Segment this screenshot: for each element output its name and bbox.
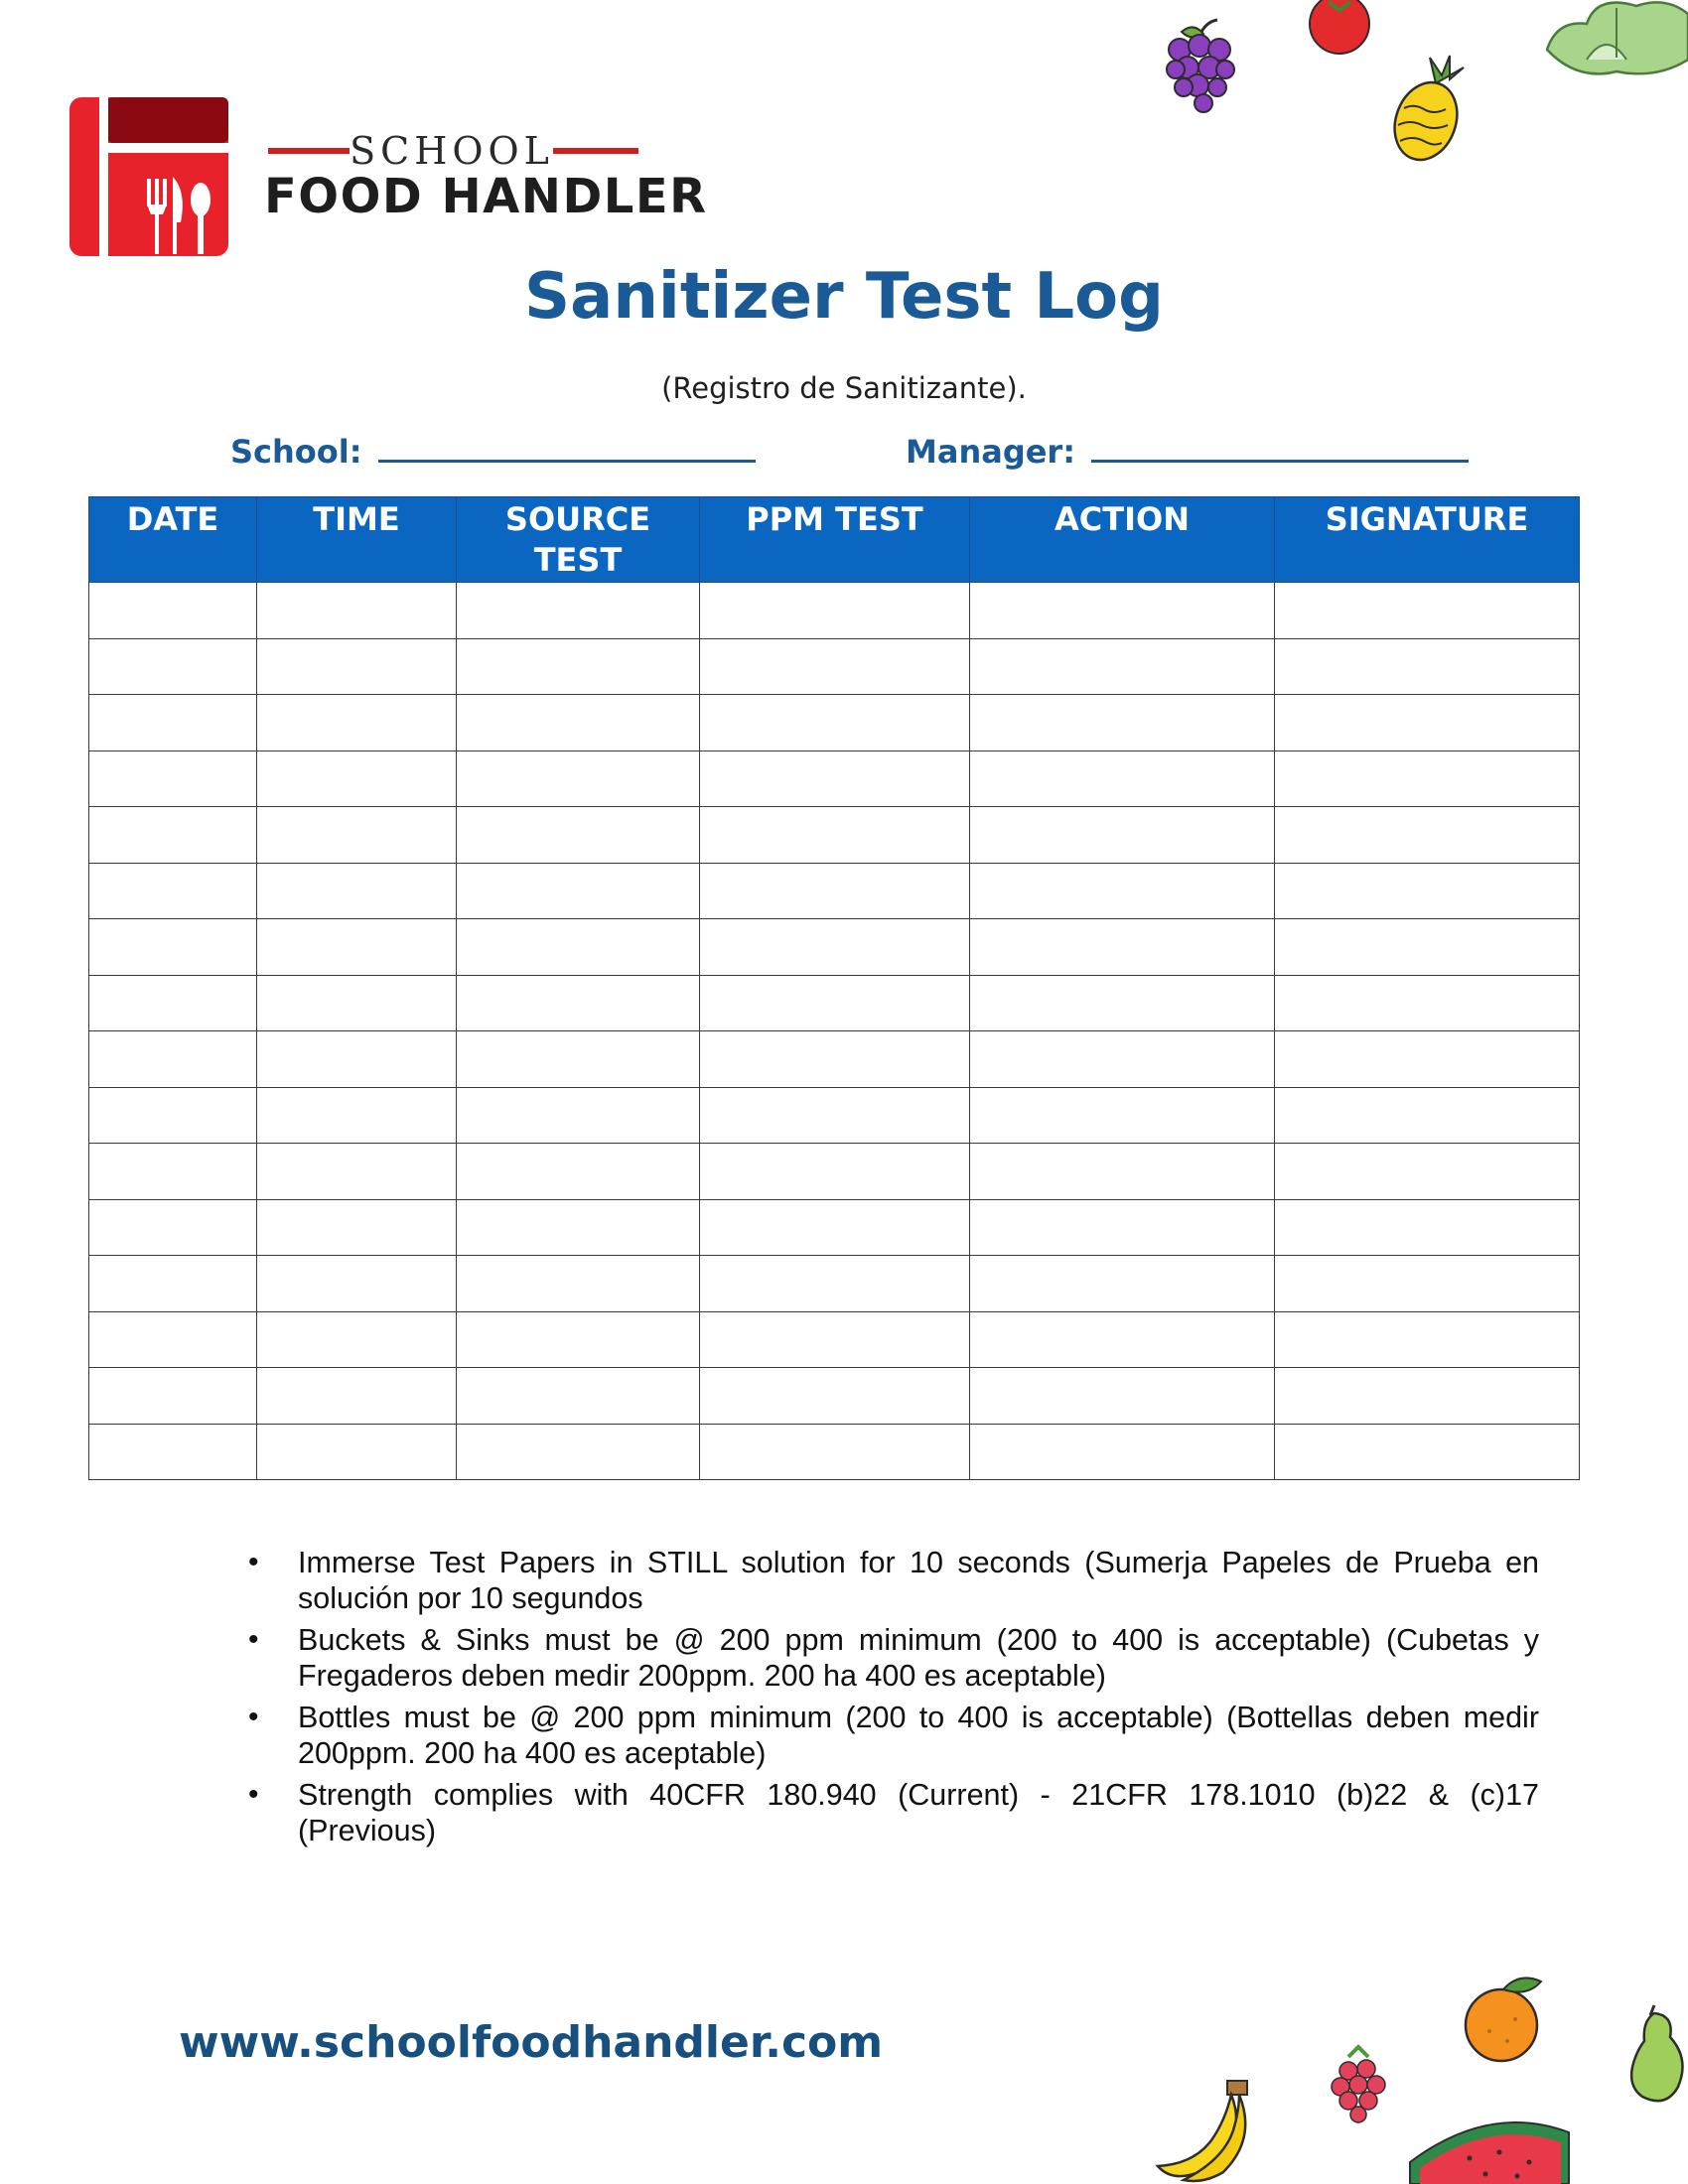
raspberry-icon (1329, 2045, 1390, 2124)
table-row (89, 1256, 1580, 1312)
table-cell[interactable] (700, 1199, 970, 1256)
table-cell[interactable] (457, 1031, 700, 1088)
table-cell[interactable] (457, 863, 700, 919)
table-row (89, 807, 1580, 864)
table-cell[interactable] (457, 1256, 700, 1312)
table-cell[interactable] (970, 1311, 1275, 1368)
pineapple-icon (1384, 54, 1474, 168)
manager-label: Manager: (906, 433, 1075, 471)
table-cell[interactable] (89, 695, 257, 751)
table-row (89, 975, 1580, 1031)
column-header-action: ACTION (970, 497, 1275, 583)
table-cell[interactable] (457, 807, 700, 864)
website-url: www.schoolfoodhandler.com (179, 2017, 884, 2068)
table-cell[interactable] (970, 975, 1275, 1031)
table-cell[interactable] (89, 1199, 257, 1256)
table-cell[interactable] (89, 1311, 257, 1368)
table-row (89, 863, 1580, 919)
table-cell[interactable] (257, 695, 457, 751)
table-cell[interactable] (257, 1199, 457, 1256)
table-cell[interactable] (700, 1087, 970, 1144)
table-cell[interactable] (457, 1368, 700, 1425)
manager-field (906, 432, 1469, 471)
table-cell[interactable] (700, 1368, 970, 1425)
orange-icon (1464, 1976, 1547, 2065)
page-subtitle: (Registro de Sanitizante). (661, 371, 1027, 405)
table-cell[interactable] (457, 1087, 700, 1144)
table-cell[interactable] (257, 583, 457, 639)
table-cell[interactable] (970, 1199, 1275, 1256)
table-cell[interactable] (970, 863, 1275, 919)
list-item: • Strength complies with 40CFR 180.940 (Current) - 21CFR 178.1010 (b)22 & (c)17 (Previous) (298, 1777, 1539, 1848)
table-cell[interactable] (257, 1144, 457, 1200)
table-cell[interactable] (700, 638, 970, 695)
table-cell[interactable] (89, 1368, 257, 1425)
table-cell[interactable] (970, 1424, 1275, 1480)
table-cell[interactable] (457, 1144, 700, 1200)
pear-icon (1628, 2009, 1688, 2109)
page-title: Sanitizer Test Log (524, 260, 1164, 334)
table-cell[interactable] (257, 807, 457, 864)
table-cell[interactable] (700, 583, 970, 639)
table-cell[interactable] (700, 1424, 970, 1480)
table-row (89, 583, 1580, 639)
school-label: School: (230, 433, 362, 471)
school-field (230, 432, 756, 471)
table-cell[interactable] (970, 638, 1275, 695)
table-cell[interactable] (970, 1144, 1275, 1200)
table-cell[interactable] (1275, 1256, 1580, 1312)
table-cell[interactable] (1275, 1144, 1580, 1200)
table-cell[interactable] (457, 975, 700, 1031)
table-cell[interactable] (700, 1144, 970, 1200)
table-cell[interactable] (1275, 807, 1580, 864)
table-cell[interactable] (257, 1256, 457, 1312)
logo-wordmark-food-handler: FOOD HANDLER (264, 169, 708, 224)
table-cell[interactable] (700, 807, 970, 864)
table-cell[interactable] (89, 1087, 257, 1144)
table-cell[interactable] (970, 1256, 1275, 1312)
table-cell[interactable] (257, 1031, 457, 1088)
table-cell[interactable] (257, 1087, 457, 1144)
table-row (89, 638, 1580, 695)
list-item: • Bottles must be @ 200 ppm minimum (200 to 400 is acceptable) (Bottellas deben medir 200ppm. 200 ha 400 es aceptable) (298, 1700, 1539, 1771)
table-cell[interactable] (700, 751, 970, 807)
table-row (89, 1424, 1580, 1480)
sanitizer-log-table (88, 496, 1580, 1480)
table-cell[interactable] (89, 751, 257, 807)
table-cell[interactable] (970, 807, 1275, 864)
table-cell[interactable] (700, 1256, 970, 1312)
table-cell[interactable] (89, 1256, 257, 1312)
table-cell[interactable] (1275, 1311, 1580, 1368)
column-header-time: TIME (257, 497, 457, 583)
table-cell[interactable] (700, 695, 970, 751)
column-header-date: DATE (89, 497, 257, 583)
banana-icon (1154, 2081, 1265, 2184)
table-cell[interactable] (257, 1311, 457, 1368)
school-input-line[interactable] (378, 432, 756, 463)
table-cell[interactable] (457, 695, 700, 751)
table-cell[interactable] (89, 1144, 257, 1200)
table-cell[interactable] (970, 1031, 1275, 1088)
table-cell[interactable] (1275, 1424, 1580, 1480)
table-cell[interactable] (257, 863, 457, 919)
table-row (89, 751, 1580, 807)
table-cell[interactable] (257, 975, 457, 1031)
instructions-list (248, 1545, 1539, 1854)
table-cell[interactable] (1275, 1087, 1580, 1144)
table-row (89, 1144, 1580, 1200)
table-cell[interactable] (457, 583, 700, 639)
table-cell[interactable] (257, 638, 457, 695)
table-cell[interactable] (700, 863, 970, 919)
column-header-ppm-test: PPM TEST (700, 497, 970, 583)
table-cell[interactable] (1275, 1031, 1580, 1088)
manager-input-line[interactable] (1091, 432, 1469, 463)
table-row (89, 1311, 1580, 1368)
table-cell[interactable] (89, 975, 257, 1031)
table-cell[interactable] (457, 638, 700, 695)
table-cell[interactable] (1275, 975, 1580, 1031)
table-cell[interactable] (970, 1368, 1275, 1425)
table-cell[interactable] (457, 1424, 700, 1480)
lettuce-icon (1547, 0, 1688, 79)
table-cell[interactable] (457, 1199, 700, 1256)
table-row (89, 695, 1580, 751)
table-cell[interactable] (457, 919, 700, 976)
table-cell[interactable] (1275, 1199, 1580, 1256)
table-cell[interactable] (257, 919, 457, 976)
table-cell[interactable] (257, 1368, 457, 1425)
table-cell[interactable] (89, 863, 257, 919)
tomato-icon (1307, 0, 1372, 56)
table-cell[interactable] (89, 919, 257, 976)
table-cell[interactable] (1275, 751, 1580, 807)
table-cell[interactable] (457, 751, 700, 807)
table-header-row (89, 497, 1580, 583)
table-cell[interactable] (970, 695, 1275, 751)
school-food-handler-logo-icon (70, 97, 228, 256)
watermelon-icon (1410, 2113, 1569, 2184)
table-row (89, 1199, 1580, 1256)
table-cell[interactable] (970, 919, 1275, 976)
table-cell[interactable] (257, 1424, 457, 1480)
table-cell[interactable] (700, 1031, 970, 1088)
table-cell[interactable] (970, 1087, 1275, 1144)
table-cell[interactable] (89, 583, 257, 639)
table-cell[interactable] (1275, 695, 1580, 751)
table-row (89, 1368, 1580, 1425)
table-cell[interactable] (1275, 638, 1580, 695)
logo-wordmark-school: SCHOOL (263, 129, 640, 173)
table-cell[interactable] (89, 638, 257, 695)
table-cell[interactable] (89, 1031, 257, 1088)
table-cell[interactable] (457, 1311, 700, 1368)
grapes-icon (1160, 18, 1239, 122)
table-cell[interactable] (970, 751, 1275, 807)
table-row (89, 1087, 1580, 1144)
table-cell[interactable] (1275, 863, 1580, 919)
table-cell[interactable] (89, 807, 257, 864)
table-cell[interactable] (970, 583, 1275, 639)
list-item: • Buckets & Sinks must be @ 200 ppm minimum (200 to 400 is acceptable) (Cubetas y Fregaderos deben medir 200ppm. 200 ha 400 es aceptable) (298, 1622, 1539, 1694)
table-cell[interactable] (89, 1424, 257, 1480)
column-header-signature: SIGNATURE (1275, 497, 1580, 583)
table-cell[interactable] (1275, 1368, 1580, 1425)
list-item: • Immerse Test Papers in STILL solution for 10 seconds (Sumerja Papeles de Prueba en solución por 10 segundos (298, 1545, 1539, 1616)
table-row (89, 1031, 1580, 1088)
table-cell[interactable] (1275, 919, 1580, 976)
table-body (89, 583, 1580, 1480)
table-row (89, 919, 1580, 976)
column-header-source-test: SOURCE TEST (457, 497, 700, 583)
table-cell[interactable] (700, 1311, 970, 1368)
table-cell[interactable] (1275, 583, 1580, 639)
table-cell[interactable] (257, 751, 457, 807)
table-cell[interactable] (700, 975, 970, 1031)
table-cell[interactable] (700, 919, 970, 976)
